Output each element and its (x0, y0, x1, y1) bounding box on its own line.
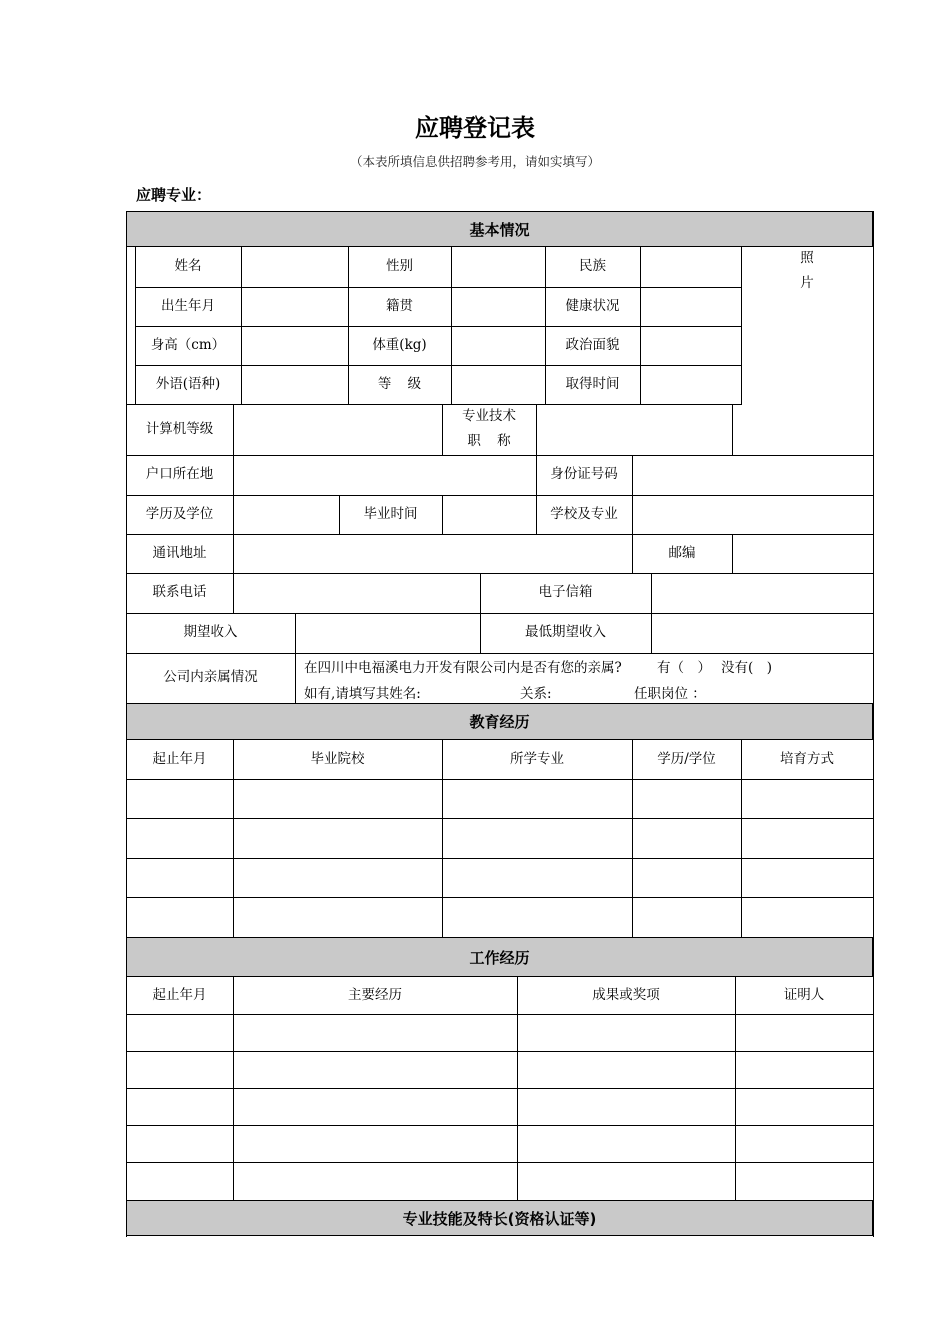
work-col-experience: 主要经历 (348, 986, 402, 1003)
education-entries[interactable] (126, 779, 873, 937)
label-political: 政治面貌 (565, 336, 620, 353)
photo-label-1: 照 (800, 250, 814, 267)
label-phone: 联系电话 (152, 584, 207, 601)
level-input[interactable] (451, 365, 545, 404)
height-input[interactable] (241, 326, 348, 365)
label-address: 通讯地址 (152, 544, 207, 561)
section-basic: 基本情况 (126, 211, 873, 247)
page-subtitle: （本表所填信息供招聘参考用，请如实填写） (349, 154, 600, 169)
relatives-post: 任职岗位 ： (634, 686, 706, 702)
label-expected-income: 期望收入 (183, 624, 238, 641)
gender-input[interactable] (451, 247, 545, 287)
tech-title-input[interactable] (536, 404, 732, 455)
label-tech-title-2 (442, 432, 536, 452)
edu-col-degree: 学历/学位 (657, 750, 716, 767)
label-relatives: 公司内亲属情况 (163, 669, 258, 686)
min-income-input[interactable] (651, 613, 873, 653)
phone-input[interactable] (233, 573, 480, 613)
obtained-time-input[interactable] (640, 365, 741, 404)
label-name: 姓名 (174, 258, 202, 275)
computer-level-input[interactable] (233, 404, 442, 455)
weight-input[interactable] (451, 326, 545, 365)
section-work: 工作经历 (126, 937, 873, 977)
school-major-input[interactable] (632, 495, 873, 534)
photo-box[interactable] (741, 247, 873, 404)
relatives-yes: 有（ ） (657, 660, 711, 676)
foreign-language-input[interactable] (241, 365, 348, 404)
label-native-place: 籍贯 (386, 297, 413, 314)
ethnicity-input[interactable] (640, 247, 741, 287)
label-obtained-time: 取得时间 (565, 375, 620, 392)
label-level-1: 等 (377, 375, 392, 392)
address-input[interactable] (233, 534, 632, 573)
label-health: 健康状况 (565, 297, 620, 314)
relatives-input[interactable] (295, 653, 873, 703)
edu-col-period: 起止年月 (152, 750, 207, 767)
applied-major-label: 应聘专业： (136, 186, 212, 204)
label-level-2: 级 (407, 375, 422, 392)
label-weight: 体重(kg) (372, 336, 427, 353)
label-min-income: 最低期望收入 (525, 624, 606, 641)
work-entries[interactable] (126, 1014, 873, 1200)
id-number-input[interactable] (632, 455, 873, 495)
label-height: 身高（cm） (150, 336, 226, 353)
edu-col-school: 毕业院校 (310, 750, 365, 767)
health-input[interactable] (640, 287, 741, 326)
work-col-referee: 证明人 (783, 986, 825, 1003)
label-education-degree: 学历及学位 (145, 505, 214, 522)
label-postcode: 邮编 (668, 544, 696, 561)
label-ethnicity: 民族 (579, 258, 606, 275)
relatives-no: 没有( ) (721, 660, 773, 676)
section-education: 教育经历 (126, 703, 873, 740)
education-degree-input[interactable] (233, 495, 339, 534)
label-email: 电子信箱 (538, 584, 593, 601)
label-tech-title-1: 专业技术 (462, 408, 516, 425)
relatives-relation: 关系: (520, 686, 552, 702)
edu-col-mode: 培育方式 (780, 750, 834, 767)
work-col-achievements: 成果或奖项 (592, 986, 660, 1003)
label-id-number: 身份证号码 (550, 466, 618, 483)
political-input[interactable] (640, 326, 741, 365)
label-foreign-language: 外语(语种) (155, 375, 221, 392)
label-tech-title-2b: 称 (497, 433, 511, 450)
section-skills: 专业技能及特长(资格认证等) (126, 1200, 873, 1236)
photo-label-2: 片 (800, 275, 814, 292)
native-place-input[interactable] (451, 287, 545, 326)
relatives-fill-name: 如有,请填写其姓名: (304, 686, 421, 702)
label-hukou: 户口所在地 (145, 466, 214, 483)
label-school-major: 学校及专业 (550, 505, 618, 522)
edu-col-major: 所学专业 (510, 750, 564, 767)
graduation-time-input[interactable] (442, 495, 536, 534)
label-gender: 性别 (386, 258, 413, 275)
expected-income-input[interactable] (295, 613, 480, 653)
label-graduation-time: 毕业时间 (363, 505, 418, 522)
birth-input[interactable] (241, 287, 348, 326)
hukou-input[interactable] (233, 455, 536, 495)
label-computer-level: 计算机等级 (145, 420, 214, 437)
relatives-question: 在四川中电福溪电力开发有限公司内是否有您的亲属? (304, 660, 622, 676)
name-input[interactable] (241, 247, 348, 287)
label-birth: 出生年月 (161, 297, 215, 314)
postcode-input[interactable] (732, 534, 873, 573)
work-col-period: 起止年月 (152, 986, 207, 1003)
label-level (348, 365, 451, 404)
email-input[interactable] (651, 573, 873, 613)
page-title: 应聘登记表 (415, 114, 535, 142)
label-tech-title-2a: 职 (467, 433, 481, 450)
